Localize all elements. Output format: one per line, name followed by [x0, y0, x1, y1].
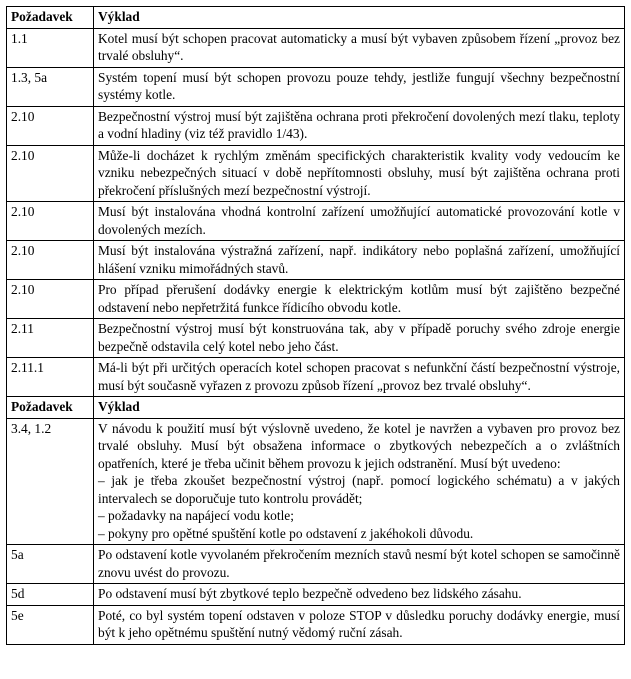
explanation-cell: Může-li docházet k rychlým změnám specifických charakteristik kvality vody vedoucím ke vzniku nebezpečných situací v době nepřítomnosti obsluhy, musí být zajištěna ochrana proti překročení příslušných mezí bezpečnostní výstrojí. [94, 145, 625, 202]
column-header-explanation: Výklad [94, 7, 625, 29]
table-header-row-2 [7, 397, 625, 419]
explanation-cell: Po odstavení musí být zbytkové teplo bezpečně odvedeno bez lidského zásahu. [94, 584, 625, 606]
table-row [7, 319, 625, 358]
column-header-requirement: Požadavek [7, 397, 94, 419]
requirement-cell: 2.11.1 [7, 358, 94, 397]
explanation-cell: Má-li být při určitých operacích kotel schopen pracovat s nefunkční částí bezpečnostní výstroje, musí být současně vyřazen z provozu způsob řízení „provoz bez trvalé obsluhy“. [94, 358, 625, 397]
requirements-document [6, 6, 625, 645]
explanation-cell: Kotel musí být schopen pracovat automaticky a musí být vybaven způsobem řízení „provoz bez trvalé obsluhy“. [94, 28, 625, 67]
requirement-cell: 5e [7, 605, 94, 644]
table-row [7, 106, 625, 145]
requirement-cell: 2.11 [7, 319, 94, 358]
table-row [7, 418, 625, 545]
explanation-cell: Po odstavení kotle vyvolaném překročením mezních stavů nesmí být kotel schopen se samočinně znovu uvést do provozu. [94, 545, 625, 584]
table-row [7, 280, 625, 319]
table-row [7, 584, 625, 606]
instructions-list-item: – požadavky na napájecí vodu kotle; [98, 508, 294, 523]
explanation-cell: Musí být instalována vhodná kontrolní zařízení umožňující automatické provozování kotle v dovolených mezích. [94, 202, 625, 241]
requirement-cell: 2.10 [7, 280, 94, 319]
table-row [7, 241, 625, 280]
table-row [7, 202, 625, 241]
requirement-cell: 2.10 [7, 202, 94, 241]
explanation-cell: Bezpečnostní výstroj musí být konstruována tak, aby v případě poruchy svého zdroje energie bezpečně odstavila celý kotel nebo jeho část. [94, 319, 625, 358]
table-row [7, 358, 625, 397]
table-row [7, 605, 625, 644]
instructions-intro: V návodu k použití musí být výslovně uvedeno, že kotel je navržen a vybaven pro provoz bez trvalé obsluhy. Musí být obsažena informace o zbytkových nebezpečích a o zvláštních opatřeních, které je třeba učinit během provozu k jejich odstranění. Musí být uvedeno: [98, 420, 620, 471]
table-row [7, 67, 625, 106]
instructions-list-item: – pokyny pro opětné spuštění kotle po odstavení z jakéhokoli důvodu. [98, 525, 474, 541]
requirements-table [6, 6, 625, 645]
column-header-explanation: Výklad [94, 397, 625, 419]
table-header-row [7, 7, 625, 29]
requirement-cell: 5d [7, 584, 94, 606]
requirement-cell: 2.10 [7, 145, 94, 202]
requirement-cell: 2.10 [7, 106, 94, 145]
table-row [7, 28, 625, 67]
explanation-cell: Systém topení musí být schopen provozu pouze tehdy, jestliže fungují všechny bezpečnostní systémy kotle. [94, 67, 625, 106]
requirement-cell: 1.1 [7, 28, 94, 67]
column-header-requirement: Požadavek [7, 7, 94, 29]
table-row [7, 145, 625, 202]
instructions-list-item: – jak je třeba zkoušet bezpečnostní výstroj (např. pomocí logického schématu) a v jakých intervalech se doporučuje tuto kontrolu provádět; [98, 473, 620, 506]
requirement-cell: 3.4, 1.2 [7, 418, 94, 545]
explanation-cell [94, 418, 625, 545]
table-row [7, 545, 625, 584]
requirement-cell: 1.3, 5a [7, 67, 94, 106]
requirement-cell: 5a [7, 545, 94, 584]
explanation-cell: Musí být instalována výstražná zařízení, např. indikátory nebo poplašná zařízení, umožňující hlášení vzniku mimořádných stavů. [94, 241, 625, 280]
requirement-cell: 2.10 [7, 241, 94, 280]
explanation-cell: Poté, co byl systém topení odstaven v poloze STOP v důsledku poruchy dodávky energie, musí být k jeho opětnému spuštění nutný vědomý ruční zásah. [94, 605, 625, 644]
explanation-cell: Bezpečnostní výstroj musí být zajištěna ochrana proti překročení dovolených mezí tlaku, teploty a vodní hladiny (viz též pravidlo 1/43). [94, 106, 625, 145]
explanation-cell: Pro případ přerušení dodávky energie k elektrickým kotlům musí být zajištěno bezpečné odstavení nebo nepřetržitá funkce řídicího obvodu kotle. [94, 280, 625, 319]
